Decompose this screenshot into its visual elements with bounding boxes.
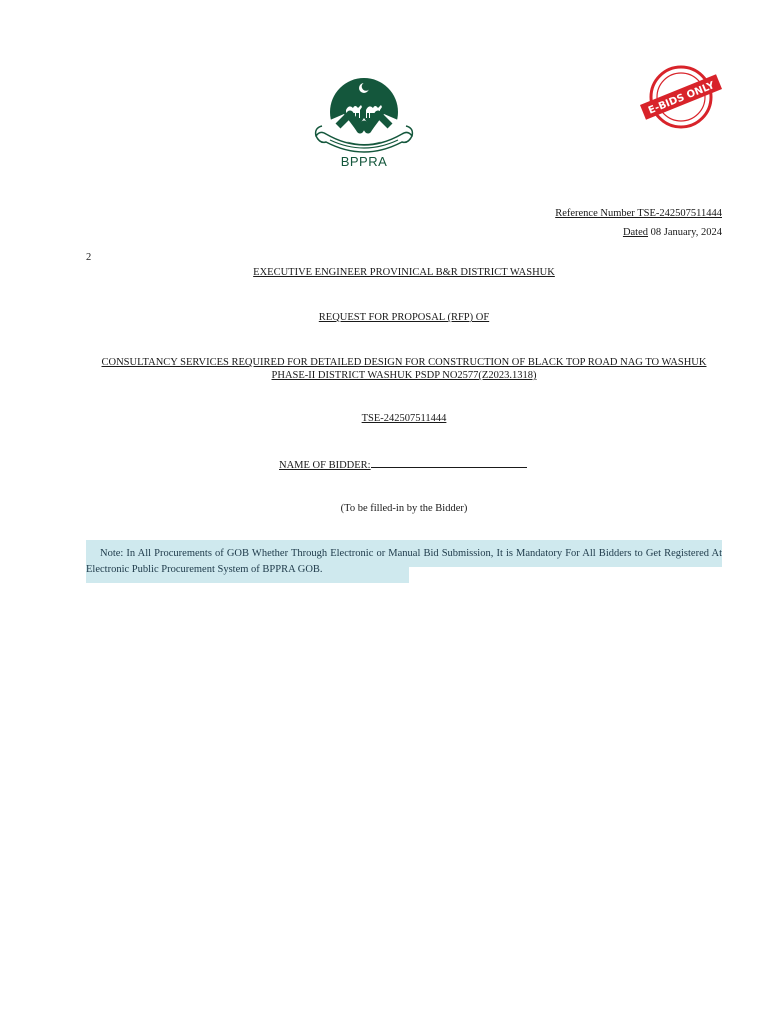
project-title-line-2: PHASE-II DISTRICT WASHUK PSDP NO2577(Z2023.1318) (271, 370, 537, 381)
rfp-heading: REQUEST FOR PROPOSAL (RFP) OF (318, 312, 490, 323)
bidder-name-field (279, 457, 527, 471)
tender-id: TSE-242507511444 (361, 413, 447, 424)
reference-number: Reference Number TSE-242507511444 (555, 208, 722, 219)
logo-text: BPPRA (340, 154, 388, 169)
dated-line (623, 227, 722, 238)
dated-value: 08 January, 2024 (648, 227, 722, 238)
stamp-text: E-BIDS ONLY (646, 80, 717, 117)
bidder-blank-line (371, 457, 527, 468)
office-heading: EXECUTIVE ENGINEER PROVINICAL B&R DISTRICT WASHUK (253, 267, 555, 278)
project-title-line-1: CONSULTANCY SERVICES REQUIRED FOR DETAILED DESIGN FOR CONSTRUCTION OF BLACK TOP ROAD NAG TO WASHUK (101, 357, 707, 368)
page-number: 2 (86, 252, 92, 263)
bidder-label: NAME OF BIDDER: (279, 460, 371, 471)
dated-label: Dated (622, 227, 649, 238)
registration-note: Note: In All Procurements of GOB Whether Through Electronic or Manual Bid Submission, It is Mandatory For All Bidders to Get Registered At Electronic Public Procurement System of BPPRA GOB. (86, 548, 722, 575)
bidder-instruction: (To be filled-in by the Bidder) (340, 503, 468, 514)
e-bids-only-stamp-icon (638, 62, 724, 132)
